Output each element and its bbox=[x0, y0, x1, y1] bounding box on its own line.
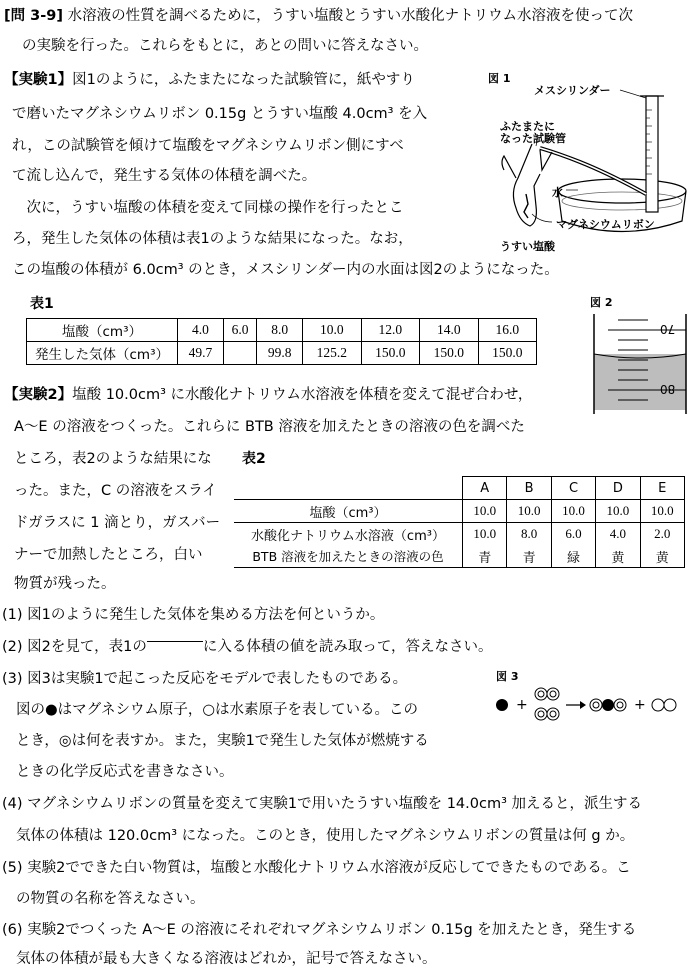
table-2-cell: 10.0 bbox=[463, 523, 507, 546]
table-2-row-color bbox=[234, 545, 685, 568]
table-2-row-hcl bbox=[234, 500, 685, 523]
experiment2-line-5: ドガラスに 1 滴とり，ガスバー bbox=[14, 515, 221, 531]
problem-number: [問 3-9] bbox=[4, 8, 63, 24]
experiment1-line-7: この塩酸の体積が 6.0cm³ のとき，メスシリンダー内の水面は図2のようになった。 bbox=[12, 262, 559, 278]
table-1-cell: 10.0 bbox=[303, 319, 361, 342]
table-1-cell: 4.0 bbox=[178, 319, 224, 342]
figure-2 bbox=[588, 294, 692, 414]
intro-line-2: の実験を行った。これらをもとに，あとの問いに答えなさい。 bbox=[22, 38, 428, 54]
problem-header bbox=[4, 6, 633, 26]
question-5-line-2: の物質の名称を答えなさい。 bbox=[16, 891, 205, 907]
question-1 bbox=[2, 605, 384, 625]
table-1-cell: 14.0 bbox=[420, 319, 478, 342]
table-1-cell: 150.0 bbox=[420, 342, 478, 365]
table-2-col-header: C bbox=[551, 477, 595, 500]
table-1-cell: 150.0 bbox=[361, 342, 419, 365]
table-2-cell: 10.0 bbox=[640, 500, 684, 523]
table-1-cell: 125.2 bbox=[303, 342, 361, 365]
experiment1-label: 【実験1】 bbox=[4, 72, 73, 88]
table-1-row-header: 塩酸（cm³） bbox=[27, 319, 178, 342]
table-2-row-header: BTB 溶液を加えたときの溶液の色 bbox=[234, 545, 463, 568]
table-2-cell: 青 bbox=[463, 545, 507, 568]
table-2-row-naoh bbox=[234, 523, 685, 546]
figure-3 bbox=[490, 664, 690, 734]
question-1-text: 図1のように発生した気体を集める方法を何というか。 bbox=[27, 607, 385, 623]
table-1-title: 表1 bbox=[30, 296, 54, 312]
table-2-col-header: A bbox=[463, 477, 507, 500]
question-5-number: (5) bbox=[2, 860, 23, 876]
question-3-line-1: 図3は実験1で起こった反応をモデルで表したものである。 bbox=[27, 671, 408, 687]
experiment1-line-6: ろ，発生した気体の体積は表1のような結果になった。なお， bbox=[12, 231, 413, 247]
experiment2-line-7: 物質が残った。 bbox=[14, 576, 116, 592]
experiment1-line-4: て流し込んで，発生する気体の体積を調べた。 bbox=[12, 168, 317, 184]
scale-label-70: 70 bbox=[660, 322, 676, 336]
table-2-cell: 8.0 bbox=[507, 523, 551, 546]
table-2-header-row bbox=[234, 477, 685, 500]
question-4-line-2: 気体の体積は 120.0cm³ になった。このとき，使用したマグネシウムリボンの質量は何 g か。 bbox=[16, 828, 635, 844]
table-2-row-header: 水酸化ナトリウム水溶液（cm³） bbox=[234, 523, 463, 546]
experiment2-label: 【実験2】 bbox=[4, 387, 73, 403]
table-2-title: 表2 bbox=[242, 451, 266, 467]
table-2-cell: 黄 bbox=[640, 545, 684, 568]
figure-1 bbox=[480, 66, 692, 262]
question-2-text-pre: 図2を見て，表1の bbox=[27, 639, 147, 655]
svg-text:+: + bbox=[634, 697, 646, 713]
reaction-model-drawing bbox=[490, 676, 690, 736]
question-2 bbox=[2, 637, 493, 657]
experiment2-line-2: A～E の溶液をつくった。これらに BTB 溶液を加えたときの溶液の色を調べた bbox=[14, 419, 525, 435]
label-measuring-cylinder: メスシリンダー bbox=[534, 84, 611, 97]
question-3-line-4: ときの化学反応式を書きなさい。 bbox=[16, 764, 234, 780]
table-2-col-header: E bbox=[640, 477, 684, 500]
table-2-col-header: B bbox=[507, 477, 551, 500]
experiment1-line-2: で磨いたマグネシウムリボン 0.15g とうすい塩酸 4.0cm³ を入 bbox=[12, 106, 428, 122]
table-1-blank-cell bbox=[223, 342, 256, 365]
table-1-row-header: 発生した気体（cm³） bbox=[27, 342, 178, 365]
question-6 bbox=[2, 920, 636, 940]
table-2-cell: 10.0 bbox=[596, 500, 640, 523]
question-3 bbox=[2, 669, 407, 689]
figure-1-title: 図 1 bbox=[488, 72, 511, 85]
table-1 bbox=[26, 318, 537, 365]
experiment1-line-1: 【実験1】図1のように，ふたまたになった試験管に，紙やすり bbox=[4, 72, 415, 88]
experiment2-line-1: 【実験2】塩酸 10.0cm³ に水酸化ナトリウム水溶液を体積を変えて混ぜ合わせ， bbox=[4, 387, 533, 403]
figure-2-title: 図 2 bbox=[590, 296, 613, 309]
label-dilute-hcl: うすい塩酸 bbox=[500, 240, 555, 253]
label-magnesium-ribbon: マグネシウムリボン bbox=[556, 218, 655, 231]
table-1-cell: 16.0 bbox=[478, 319, 537, 342]
question-6-line-1: 実験2でつくった A～E の溶液にそれぞれマグネシウムリボン 0.15g を加えたとき，発生する bbox=[27, 922, 637, 938]
table-2-row-header: 塩酸（cm³） bbox=[234, 500, 463, 523]
experiment1-line-3: れ，この試験管を傾けて塩酸をマグネシウムリボン側にすべ bbox=[12, 138, 404, 154]
experiment2-line-4: った。また，C の溶液をスライ bbox=[14, 483, 217, 499]
question-3-number: (3) bbox=[2, 671, 23, 687]
question-3-line-3: とき，◎は何を表すか。また，実験1で発生した気体が燃焼する bbox=[16, 733, 429, 749]
table-1-cell: 150.0 bbox=[478, 342, 537, 365]
figure-3-title: 図 3 bbox=[496, 670, 519, 683]
label-forked-tube-1: ふたまたに bbox=[500, 120, 555, 133]
table-2-cell: 青 bbox=[507, 545, 551, 568]
table-1-cell: 12.0 bbox=[361, 319, 419, 342]
label-water: 水 bbox=[552, 186, 563, 199]
table-2-col-header: D bbox=[596, 477, 640, 500]
question-3-line-2: 図の●はマグネシウム原子，○は水素原子を表している。この bbox=[16, 702, 419, 718]
figure-3-equation-text bbox=[490, 664, 504, 665]
table-1-row-gas bbox=[27, 342, 537, 365]
question-5-line-1: 実験2でできた白い物質は，塩酸と水酸化ナトリウム水溶液が反応してできたものである。こ bbox=[27, 860, 631, 876]
table-2-cell: 10.0 bbox=[507, 500, 551, 523]
question-4-line-1: マグネシウムリボンの質量を変えて実験1で用いたうすい塩酸を 14.0cm³ 加えると，派生する bbox=[27, 796, 643, 812]
answer-blank bbox=[147, 641, 203, 652]
experiment1-line-5: 次に，うすい塩酸の体積を変えて同様の操作を行ったとこ bbox=[12, 200, 404, 216]
label-forked-tube-2: なった試験管 bbox=[500, 132, 566, 145]
table-2 bbox=[234, 476, 685, 568]
experiment2-line-3: ところ，表2のような結果にな bbox=[14, 451, 212, 467]
question-4-number: (4) bbox=[2, 796, 23, 812]
table-1-cell: 99.8 bbox=[257, 342, 303, 365]
question-5 bbox=[2, 858, 631, 878]
svg-text:+: + bbox=[516, 697, 528, 713]
cylinder-scale-drawing bbox=[588, 310, 692, 414]
table-2-cell: 黄 bbox=[596, 545, 640, 568]
table-1-row-hcl bbox=[27, 319, 537, 342]
question-2-text-post: に入る体積の値を読み取って，答えなさい。 bbox=[202, 639, 493, 655]
question-4 bbox=[2, 794, 642, 814]
table-2-cell: 緑 bbox=[551, 545, 595, 568]
table-2-cell: 4.0 bbox=[596, 523, 640, 546]
table-1-cell: 6.0 bbox=[223, 319, 256, 342]
scale-label-80: 80 bbox=[660, 382, 676, 396]
question-6-number: (6) bbox=[2, 922, 23, 938]
question-6-line-2: 気体の体積が最も大きくなる溶液はどれか，記号で答えなさい。 bbox=[16, 951, 437, 967]
table-1-cell: 49.7 bbox=[178, 342, 224, 365]
table-2-cell: 10.0 bbox=[463, 500, 507, 523]
table-2-cell: 2.0 bbox=[640, 523, 684, 546]
question-2-number: (2) bbox=[2, 639, 23, 655]
intro-line-1: 水溶液の性質を調べるために，うすい塩酸とうすい水酸化ナトリウム水溶液を使って次 bbox=[67, 8, 633, 24]
table-1-cell: 8.0 bbox=[257, 319, 303, 342]
table-2-cell: 10.0 bbox=[551, 500, 595, 523]
question-1-number: (1) bbox=[2, 607, 23, 623]
experiment2-line-6: ナーで加熱したところ，白い bbox=[14, 547, 203, 563]
table-2-cell: 6.0 bbox=[551, 523, 595, 546]
